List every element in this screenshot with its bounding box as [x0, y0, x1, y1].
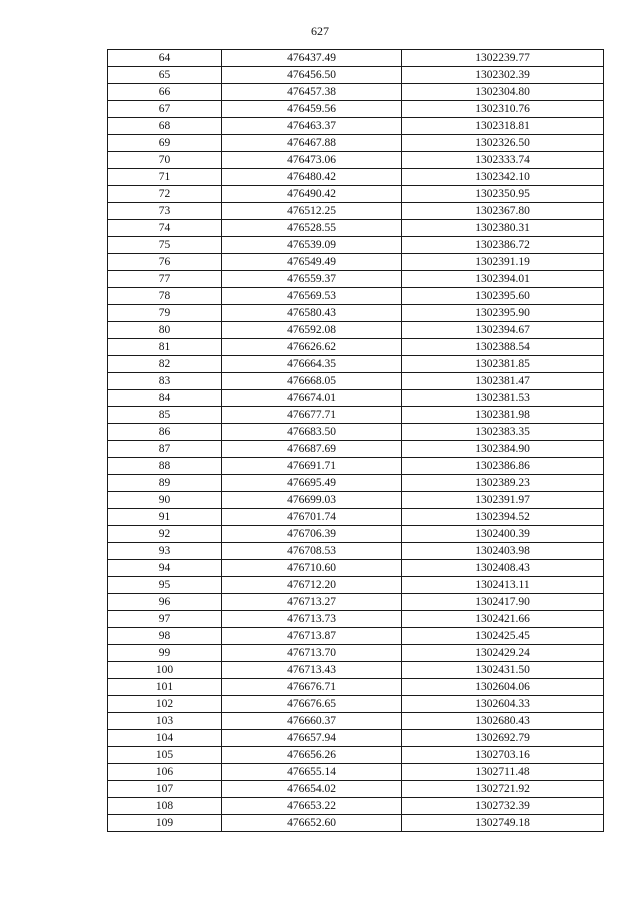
table-row: [108, 730, 604, 747]
x-coordinate-cell: 476654.02: [222, 781, 402, 798]
y-coordinate-cell: 1302381.98: [402, 407, 604, 424]
y-coordinate-cell: 1302391.19: [402, 254, 604, 271]
y-coordinate-cell: 1302408.43: [402, 560, 604, 577]
point-number-cell: 95: [108, 577, 222, 594]
point-number-cell: 97: [108, 611, 222, 628]
table-row: [108, 339, 604, 356]
x-coordinate-cell: 476660.37: [222, 713, 402, 730]
y-coordinate-cell: 1302421.66: [402, 611, 604, 628]
x-coordinate-cell: 476676.71: [222, 679, 402, 696]
coordinates-table-body: [108, 50, 604, 832]
point-number-cell: 78: [108, 288, 222, 305]
table-row: [108, 696, 604, 713]
point-number-cell: 77: [108, 271, 222, 288]
y-coordinate-cell: 1302389.23: [402, 475, 604, 492]
point-number-cell: 94: [108, 560, 222, 577]
point-number-cell: 66: [108, 84, 222, 101]
table-row: [108, 220, 604, 237]
table-row: [108, 781, 604, 798]
x-coordinate-cell: 476626.62: [222, 339, 402, 356]
x-coordinate-cell: 476710.60: [222, 560, 402, 577]
table-row: [108, 662, 604, 679]
x-coordinate-cell: 476459.56: [222, 101, 402, 118]
point-number-cell: 68: [108, 118, 222, 135]
table-row: [108, 679, 604, 696]
y-coordinate-cell: 1302310.76: [402, 101, 604, 118]
y-coordinate-cell: 1302350.95: [402, 186, 604, 203]
x-coordinate-cell: 476480.42: [222, 169, 402, 186]
table-row: [108, 611, 604, 628]
point-number-cell: 83: [108, 373, 222, 390]
y-coordinate-cell: 1302394.01: [402, 271, 604, 288]
table-row: [108, 373, 604, 390]
y-coordinate-cell: 1302429.24: [402, 645, 604, 662]
x-coordinate-cell: 476656.26: [222, 747, 402, 764]
y-coordinate-cell: 1302749.18: [402, 815, 604, 832]
x-coordinate-cell: 476708.53: [222, 543, 402, 560]
y-coordinate-cell: 1302400.39: [402, 526, 604, 543]
x-coordinate-cell: 476713.87: [222, 628, 402, 645]
y-coordinate-cell: 1302381.53: [402, 390, 604, 407]
table-row: [108, 628, 604, 645]
y-coordinate-cell: 1302703.16: [402, 747, 604, 764]
y-coordinate-cell: 1302711.48: [402, 764, 604, 781]
x-coordinate-cell: 476463.37: [222, 118, 402, 135]
table-row: [108, 543, 604, 560]
point-number-cell: 105: [108, 747, 222, 764]
y-coordinate-cell: 1302403.98: [402, 543, 604, 560]
table-row: [108, 84, 604, 101]
table-row: [108, 254, 604, 271]
x-coordinate-cell: 476490.42: [222, 186, 402, 203]
y-coordinate-cell: 1302318.81: [402, 118, 604, 135]
x-coordinate-cell: 476653.22: [222, 798, 402, 815]
point-number-cell: 88: [108, 458, 222, 475]
x-coordinate-cell: 476668.05: [222, 373, 402, 390]
x-coordinate-cell: 476664.35: [222, 356, 402, 373]
point-number-cell: 101: [108, 679, 222, 696]
point-number-cell: 71: [108, 169, 222, 186]
point-number-cell: 89: [108, 475, 222, 492]
x-coordinate-cell: 476687.69: [222, 441, 402, 458]
point-number-cell: 64: [108, 50, 222, 67]
point-number-cell: 100: [108, 662, 222, 679]
x-coordinate-cell: 476676.65: [222, 696, 402, 713]
x-coordinate-cell: 476569.53: [222, 288, 402, 305]
y-coordinate-cell: 1302304.80: [402, 84, 604, 101]
point-number-cell: 67: [108, 101, 222, 118]
table-row: [108, 594, 604, 611]
y-coordinate-cell: 1302395.90: [402, 305, 604, 322]
y-coordinate-cell: 1302604.33: [402, 696, 604, 713]
y-coordinate-cell: 1302381.47: [402, 373, 604, 390]
x-coordinate-cell: 476706.39: [222, 526, 402, 543]
table-row: [108, 560, 604, 577]
y-coordinate-cell: 1302367.80: [402, 203, 604, 220]
x-coordinate-cell: 476652.60: [222, 815, 402, 832]
point-number-cell: 91: [108, 509, 222, 526]
y-coordinate-cell: 1302417.90: [402, 594, 604, 611]
point-number-cell: 103: [108, 713, 222, 730]
x-coordinate-cell: 476512.25: [222, 203, 402, 220]
x-coordinate-cell: 476456.50: [222, 67, 402, 84]
table-row: [108, 152, 604, 169]
table-row: [108, 271, 604, 288]
table-row: [108, 441, 604, 458]
x-coordinate-cell: 476657.94: [222, 730, 402, 747]
y-coordinate-cell: 1302604.06: [402, 679, 604, 696]
x-coordinate-cell: 476695.49: [222, 475, 402, 492]
table-row: [108, 645, 604, 662]
point-number-cell: 79: [108, 305, 222, 322]
x-coordinate-cell: 476677.71: [222, 407, 402, 424]
y-coordinate-cell: 1302425.45: [402, 628, 604, 645]
table-row: [108, 237, 604, 254]
table-row: [108, 390, 604, 407]
coordinates-table: [107, 49, 604, 832]
point-number-cell: 70: [108, 152, 222, 169]
y-coordinate-cell: 1302386.86: [402, 458, 604, 475]
x-coordinate-cell: 476457.38: [222, 84, 402, 101]
x-coordinate-cell: 476699.03: [222, 492, 402, 509]
point-number-cell: 90: [108, 492, 222, 509]
y-coordinate-cell: 1302394.67: [402, 322, 604, 339]
x-coordinate-cell: 476467.88: [222, 135, 402, 152]
point-number-cell: 98: [108, 628, 222, 645]
y-coordinate-cell: 1302413.11: [402, 577, 604, 594]
point-number-cell: 75: [108, 237, 222, 254]
point-number-cell: 104: [108, 730, 222, 747]
point-number-cell: 81: [108, 339, 222, 356]
page-number: 627: [311, 24, 329, 38]
point-number-cell: 108: [108, 798, 222, 815]
table-row: [108, 577, 604, 594]
y-coordinate-cell: 1302395.60: [402, 288, 604, 305]
table-row: [108, 356, 604, 373]
x-coordinate-cell: 476713.73: [222, 611, 402, 628]
point-number-cell: 82: [108, 356, 222, 373]
x-coordinate-cell: 476691.71: [222, 458, 402, 475]
table-row: [108, 203, 604, 220]
y-coordinate-cell: 1302391.97: [402, 492, 604, 509]
table-row: [108, 101, 604, 118]
point-number-cell: 92: [108, 526, 222, 543]
point-number-cell: 76: [108, 254, 222, 271]
y-coordinate-cell: 1302388.54: [402, 339, 604, 356]
point-number-cell: 85: [108, 407, 222, 424]
table-row: [108, 67, 604, 84]
table-row: [108, 815, 604, 832]
y-coordinate-cell: 1302333.74: [402, 152, 604, 169]
point-number-cell: 99: [108, 645, 222, 662]
point-number-cell: 87: [108, 441, 222, 458]
table-row: [108, 186, 604, 203]
table-row: [108, 713, 604, 730]
y-coordinate-cell: 1302692.79: [402, 730, 604, 747]
table-row: [108, 50, 604, 67]
y-coordinate-cell: 1302721.92: [402, 781, 604, 798]
x-coordinate-cell: 476580.43: [222, 305, 402, 322]
point-number-cell: 65: [108, 67, 222, 84]
table-row: [108, 747, 604, 764]
table-row: [108, 135, 604, 152]
point-number-cell: 74: [108, 220, 222, 237]
table-row: [108, 424, 604, 441]
table-row: [108, 526, 604, 543]
x-coordinate-cell: 476559.37: [222, 271, 402, 288]
point-number-cell: 84: [108, 390, 222, 407]
table-row: [108, 169, 604, 186]
table-row: [108, 509, 604, 526]
y-coordinate-cell: 1302302.39: [402, 67, 604, 84]
point-number-cell: 80: [108, 322, 222, 339]
table-row: [108, 118, 604, 135]
y-coordinate-cell: 1302342.10: [402, 169, 604, 186]
point-number-cell: 107: [108, 781, 222, 798]
y-coordinate-cell: 1302431.50: [402, 662, 604, 679]
table-row: [108, 492, 604, 509]
point-number-cell: 69: [108, 135, 222, 152]
x-coordinate-cell: 476592.08: [222, 322, 402, 339]
y-coordinate-cell: 1302386.72: [402, 237, 604, 254]
y-coordinate-cell: 1302732.39: [402, 798, 604, 815]
x-coordinate-cell: 476713.27: [222, 594, 402, 611]
point-number-cell: 72: [108, 186, 222, 203]
point-number-cell: 73: [108, 203, 222, 220]
x-coordinate-cell: 476712.20: [222, 577, 402, 594]
y-coordinate-cell: 1302680.43: [402, 713, 604, 730]
point-number-cell: 102: [108, 696, 222, 713]
point-number-cell: 109: [108, 815, 222, 832]
x-coordinate-cell: 476655.14: [222, 764, 402, 781]
y-coordinate-cell: 1302394.52: [402, 509, 604, 526]
y-coordinate-cell: 1302384.90: [402, 441, 604, 458]
table-row: [108, 407, 604, 424]
y-coordinate-cell: 1302383.35: [402, 424, 604, 441]
table-row: [108, 475, 604, 492]
x-coordinate-cell: 476528.55: [222, 220, 402, 237]
point-number-cell: 93: [108, 543, 222, 560]
y-coordinate-cell: 1302326.50: [402, 135, 604, 152]
table-row: [108, 288, 604, 305]
table-row: [108, 458, 604, 475]
table-row: [108, 764, 604, 781]
point-number-cell: 86: [108, 424, 222, 441]
y-coordinate-cell: 1302380.31: [402, 220, 604, 237]
x-coordinate-cell: 476701.74: [222, 509, 402, 526]
x-coordinate-cell: 476713.43: [222, 662, 402, 679]
x-coordinate-cell: 476539.09: [222, 237, 402, 254]
point-number-cell: 96: [108, 594, 222, 611]
table-row: [108, 305, 604, 322]
y-coordinate-cell: 1302239.77: [402, 50, 604, 67]
y-coordinate-cell: 1302381.85: [402, 356, 604, 373]
x-coordinate-cell: 476437.49: [222, 50, 402, 67]
x-coordinate-cell: 476713.70: [222, 645, 402, 662]
table-row: [108, 798, 604, 815]
x-coordinate-cell: 476683.50: [222, 424, 402, 441]
point-number-cell: 106: [108, 764, 222, 781]
table-row: [108, 322, 604, 339]
x-coordinate-cell: 476473.06: [222, 152, 402, 169]
x-coordinate-cell: 476549.49: [222, 254, 402, 271]
x-coordinate-cell: 476674.01: [222, 390, 402, 407]
